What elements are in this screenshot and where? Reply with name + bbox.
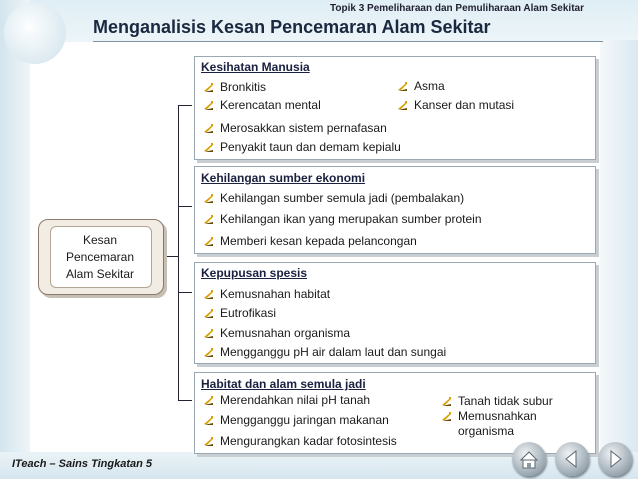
connector-habitat	[178, 400, 192, 401]
arrow-icon	[204, 235, 213, 244]
arrow-icon	[204, 81, 213, 90]
list-item: Kemusnahan habitat	[204, 287, 330, 301]
list-item: Kemusnahan organisma	[204, 326, 350, 340]
center-line-1: Kesan	[82, 233, 118, 247]
section-heading: Kepupusan spesis	[201, 266, 308, 280]
arrow-icon	[204, 307, 213, 316]
list-item: Bronkitis	[204, 80, 266, 94]
previous-button[interactable]	[555, 442, 589, 476]
previous-icon	[555, 442, 589, 476]
arrow-icon	[204, 327, 213, 336]
list-item: Memusnahkan	[442, 409, 537, 423]
page-title: Menganalisis Kesan Pencemaran Alam Sekitar	[93, 17, 491, 37]
arrow-icon	[398, 80, 407, 89]
section-heading: Kesihatan Manusia	[201, 60, 310, 74]
home-button[interactable]	[512, 442, 546, 476]
arrow-icon	[442, 395, 451, 404]
list-item: Mengurangkan kadar fotosintesis	[204, 434, 397, 448]
topic-label: Topik 3 Pemeliharaan dan Pemuliharaan Alam Sekitar	[330, 3, 584, 14]
list-item: Mengganggu jaringan makanan	[204, 413, 389, 427]
connector-ekonomi	[178, 206, 192, 207]
home-icon	[512, 442, 546, 476]
list-item-continuation: organisma	[458, 424, 515, 438]
arrow-icon	[204, 288, 213, 297]
list-item: Merosakkan sistem pernafasan	[204, 121, 387, 135]
connector-vertical	[178, 105, 179, 400]
right-band	[600, 40, 638, 452]
list-item: Asma	[398, 79, 445, 93]
arrow-icon	[398, 99, 407, 108]
list-item: Tanah tidak subur	[442, 394, 553, 408]
arrow-icon	[204, 394, 213, 403]
list-item: Kehilangan ikan yang merupakan sumber protein	[204, 212, 482, 226]
next-icon	[598, 442, 632, 476]
decorative-circle	[4, 2, 66, 64]
list-item: Memberi kesan kepada pelancongan	[204, 234, 417, 248]
arrow-icon	[442, 410, 451, 419]
title-underline	[93, 41, 603, 42]
connector-kesihatan	[178, 105, 192, 106]
arrow-icon	[204, 122, 213, 131]
list-item: Kehilangan sumber semula jadi (pembalakan)	[204, 191, 464, 205]
left-band	[0, 0, 30, 479]
arrow-icon	[204, 213, 213, 222]
footer-label: ITeach – Sains Tingkatan 5	[12, 458, 152, 470]
center-line-2: Pencemaran	[65, 250, 135, 264]
arrow-icon	[204, 414, 213, 423]
connector-main	[162, 256, 178, 257]
arrow-icon	[204, 141, 213, 150]
section-heading: Kehilangan sumber ekonomi	[201, 171, 366, 185]
arrow-icon	[204, 346, 213, 355]
center-topic-text	[50, 232, 150, 283]
list-item: Mengganggu pH air dalam laut dan sungai	[204, 345, 446, 359]
arrow-icon	[204, 192, 213, 201]
list-item: Kerencatan mental	[204, 98, 321, 112]
list-item: Eutrofikasi	[204, 306, 276, 320]
center-line-3: Alam Sekitar	[65, 267, 135, 281]
next-button[interactable]	[598, 442, 632, 476]
list-item: Penyakit taun dan demam kepialu	[204, 140, 401, 154]
arrow-icon	[204, 435, 213, 444]
arrow-icon	[204, 99, 213, 108]
list-item: Merendahkan nilai pH tanah	[204, 393, 370, 407]
connector-spesis	[178, 292, 192, 293]
section-heading: Habitat dan alam semula jadi	[201, 377, 366, 391]
list-item: Kanser dan mutasi	[398, 98, 514, 112]
